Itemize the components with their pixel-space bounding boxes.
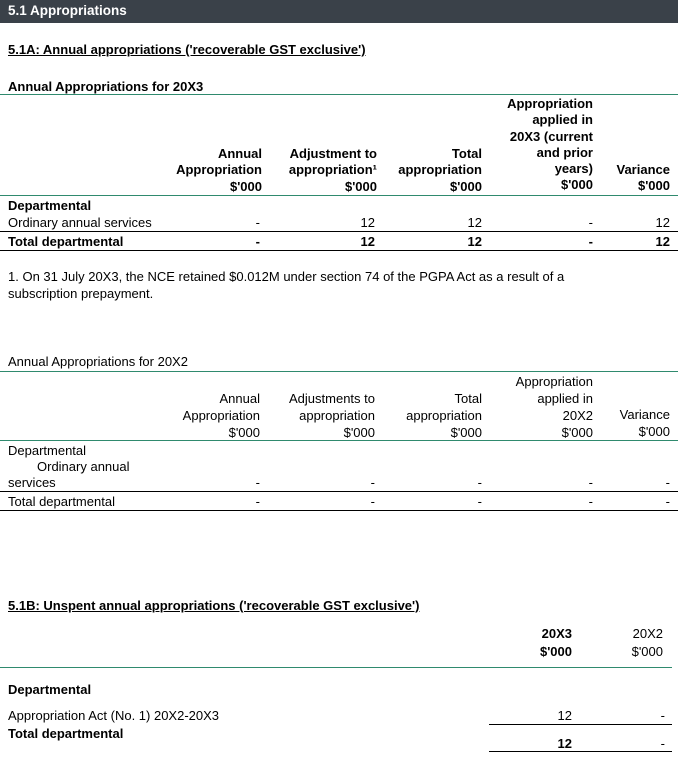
t3-cell: - <box>255 215 260 230</box>
t3-bottom-rule <box>0 250 678 251</box>
section-header-bar <box>0 0 678 23</box>
t2-cell: - <box>665 475 670 490</box>
t2-cell: - <box>370 475 375 490</box>
b-bottom-rule <box>489 751 672 752</box>
t2-header-annual: Annual Appropriation $'000 <box>182 391 260 440</box>
table-20x3-header-rule <box>0 195 678 196</box>
t2-row-label-line2: services <box>8 475 56 490</box>
b-total-top-rule <box>489 724 672 725</box>
b-header-20x3: 20X3 $'000 <box>539 626 572 659</box>
table-20x2-caption: Annual Appropriations for 20X2 <box>8 354 188 369</box>
b-cell: 12 <box>557 708 572 723</box>
table-20x2-top-rule <box>0 371 678 372</box>
t2-bottom-rule <box>0 510 678 511</box>
t3-header-variance: Variance $'000 <box>616 162 670 194</box>
table-20x2-header-rule <box>0 440 678 441</box>
t3-total-cell: 12 <box>467 234 482 249</box>
b-total-cell: - <box>660 736 665 751</box>
t3-total-cell: - <box>255 234 260 249</box>
footnote: 1. On 31 July 20X3, the NCE retained $0.012M under section 74 of the PGPA Act as a result of a subscription prepayment. <box>8 269 565 301</box>
t3-group-departmental: Departmental <box>8 198 92 213</box>
t3-total-cell: 12 <box>360 234 375 249</box>
t2-header-variance: Variance $'000 <box>619 407 670 439</box>
b-header-20x2: 20X2 $'000 <box>631 626 663 659</box>
t2-cell: - <box>588 475 593 490</box>
t3-total-label: Total departmental <box>8 234 124 249</box>
b-total-cell: 12 <box>557 736 572 751</box>
t2-total-top-rule <box>0 491 678 492</box>
t3-header-total: Total appropriation $'000 <box>398 146 482 194</box>
b-header-rule <box>0 667 672 668</box>
b-total-label: Total departmental <box>8 726 124 741</box>
t3-total-cell: - <box>588 234 593 249</box>
t2-total-cell: - <box>665 494 670 509</box>
b-row-label: Appropriation Act (No. 1) 20X2-20X3 <box>8 708 220 723</box>
t3-cell: 12 <box>655 215 670 230</box>
t2-total-cell: - <box>588 494 593 509</box>
subsection-b-title: 5.1B: Unspent annual appropriations ('recoverable GST exclusive') <box>8 598 420 613</box>
t2-cell: - <box>255 475 260 490</box>
t2-header-applied: Appropriation applied in 20X2 $'000 <box>515 374 593 440</box>
t2-total-cell: - <box>477 494 482 509</box>
t2-cell: - <box>477 475 482 490</box>
t2-total-cell: - <box>255 494 260 509</box>
t3-header-annual: Annual Appropriation $'000 <box>176 146 262 194</box>
t2-row-label-line1: Ordinary annual <box>37 459 130 474</box>
t3-cell: 12 <box>467 215 482 230</box>
table-20x3-top-rule <box>0 94 678 95</box>
t2-total-label: Total departmental <box>8 494 115 509</box>
b-cell: - <box>660 708 665 723</box>
t3-cell: 12 <box>360 215 375 230</box>
table-20x3-caption: Annual Appropriations for 20X3 <box>8 79 204 94</box>
t3-total-cell: 12 <box>655 234 670 249</box>
t2-group-departmental: Departmental <box>8 443 87 458</box>
t3-cell: - <box>588 215 593 230</box>
t3-header-adjustment: Adjustment to appropriation¹ $'000 <box>288 146 377 194</box>
b-group-departmental: Departmental <box>8 682 92 697</box>
t3-total-top-rule <box>0 231 678 232</box>
t3-row-label: Ordinary annual services <box>8 215 152 230</box>
section-title: 5.1 Appropriations <box>8 3 127 18</box>
t2-header-total: Total appropriation $'000 <box>406 391 482 440</box>
t3-header-applied: Appropriation applied in 20X3 (current and prior years) $'000 <box>507 96 593 193</box>
t2-header-adjustments: Adjustments to appropriation $'000 <box>289 391 375 440</box>
t2-total-cell: - <box>370 494 375 509</box>
subsection-a-title: 5.1A: Annual appropriations ('recoverable GST exclusive') <box>8 42 366 57</box>
